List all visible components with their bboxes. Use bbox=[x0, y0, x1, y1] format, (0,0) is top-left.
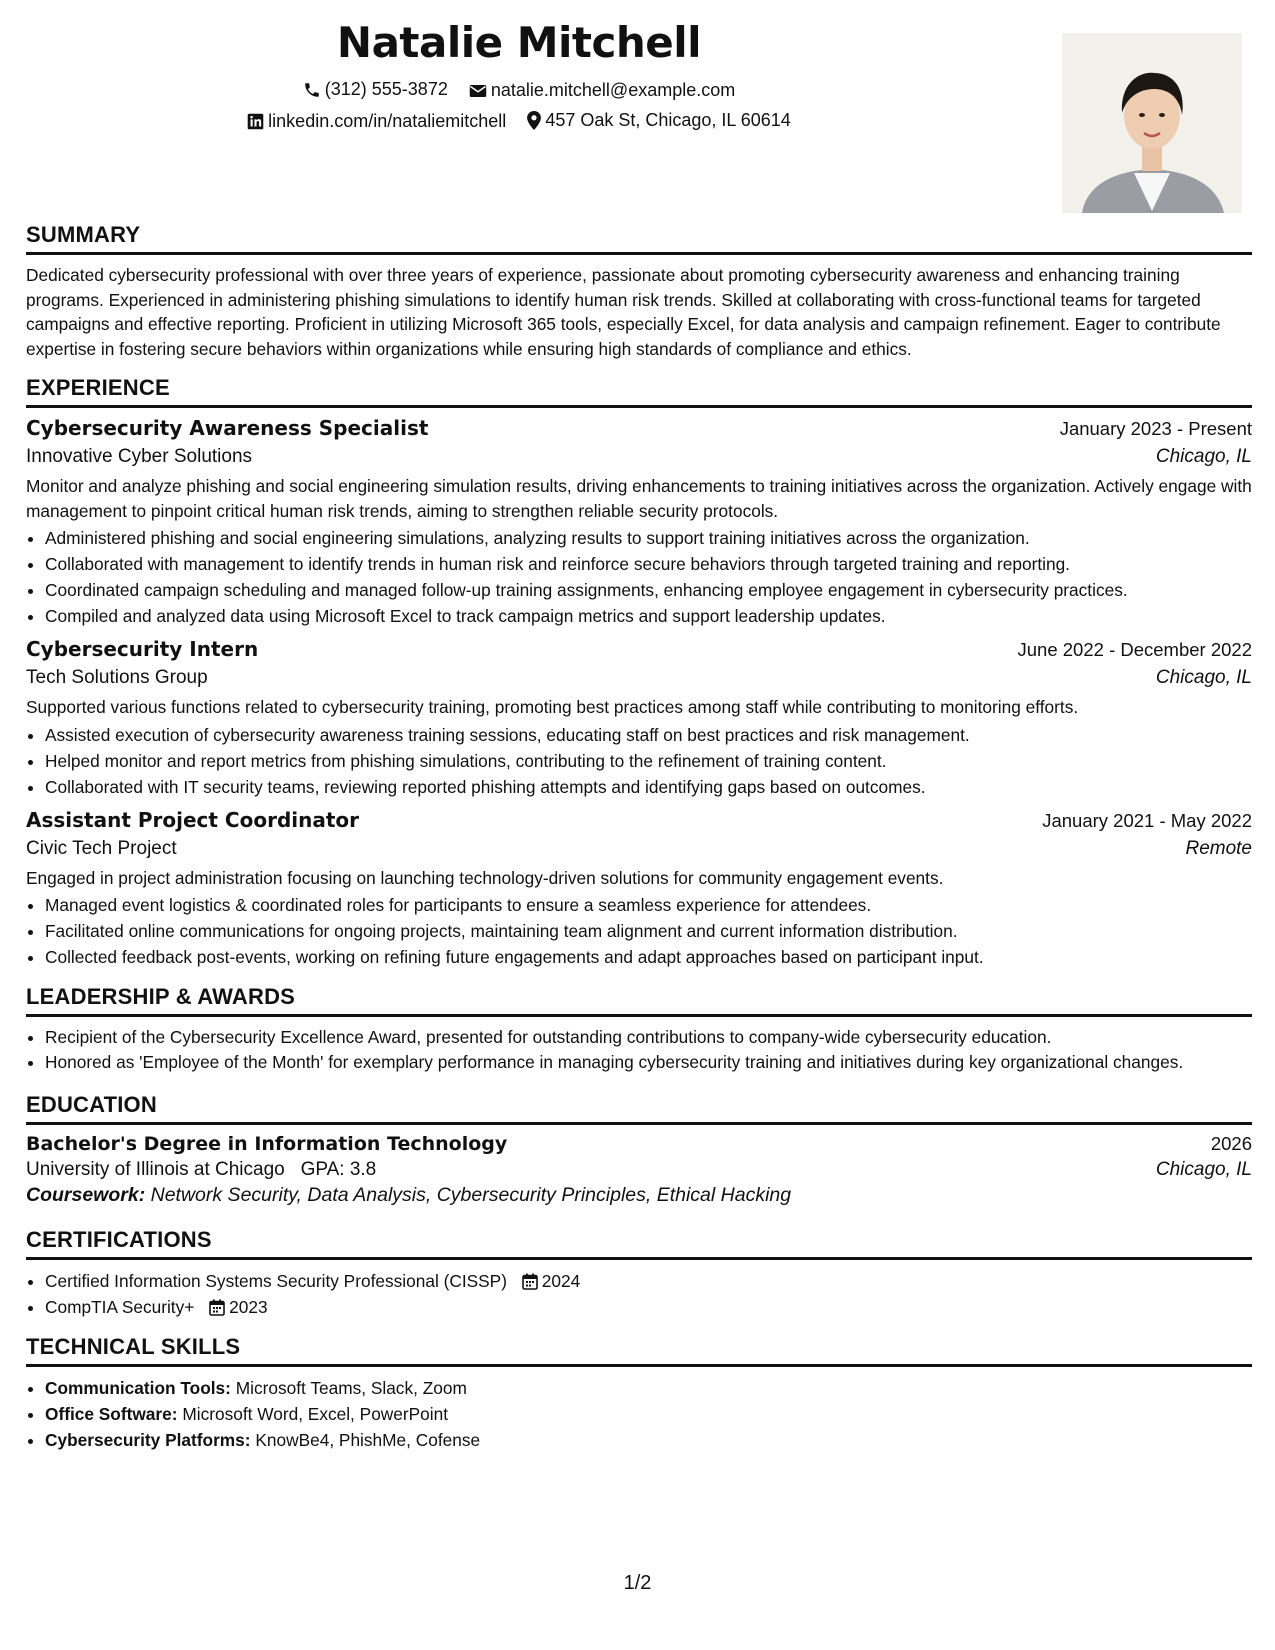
email-text[interactable]: natalie.mitchell@example.com bbox=[490, 80, 736, 100]
job-location: Remote bbox=[1185, 837, 1252, 859]
award-list bbox=[26, 1025, 1252, 1074]
certification-name: Certified Information Systems Security Professional (CISSP) bbox=[45, 1271, 507, 1291]
list-item: • Compiled and analyzed data using Microsoft Excel to track campaign metrics and support leadership updates. bbox=[45, 603, 1252, 629]
email-contact[interactable] bbox=[469, 80, 735, 101]
coursework-label: Coursework: bbox=[26, 1184, 146, 1206]
degree-name: Bachelor's Degree in Information Technology bbox=[26, 1133, 508, 1155]
job-entry bbox=[26, 808, 1252, 971]
envelope-icon bbox=[469, 83, 487, 99]
page-number: 1/2 bbox=[623, 1572, 652, 1594]
resume-header bbox=[26, 0, 1252, 222]
list-item: • Collaborated with IT security teams, reviewing reported phishing attempts and identifying gaps based on outcomes. bbox=[45, 774, 1252, 800]
map-pin-icon bbox=[527, 111, 541, 130]
list-item: • Administered phishing and social engineering simulations, analyzing results to support training initiatives across the organization. bbox=[45, 525, 1252, 551]
school-name: University of Illinois at Chicago bbox=[26, 1159, 285, 1180]
experience-section bbox=[26, 375, 1252, 970]
job-bullets bbox=[26, 525, 1252, 629]
list-item: • Assisted execution of cybersecurity awareness training sessions, educating staff on best practices and risk management. bbox=[45, 722, 1252, 748]
phone-icon bbox=[303, 81, 321, 99]
skill-label: Office Software: bbox=[45, 1404, 178, 1424]
job-entry bbox=[26, 416, 1252, 629]
certification-year: 2023 bbox=[229, 1297, 268, 1317]
list-item: • Collected feedback post-events, working on refining future engagements and adapt approaches based on participant input. bbox=[45, 944, 1252, 970]
company-name: Innovative Cyber Solutions bbox=[26, 446, 253, 467]
contact-row-secondary bbox=[0, 110, 1132, 135]
job-dates: June 2022 - December 2022 bbox=[1017, 639, 1252, 660]
skill-item bbox=[45, 1427, 1252, 1453]
calendar-icon bbox=[522, 1273, 538, 1290]
section-title: TECHNICAL SKILLS bbox=[26, 1334, 1252, 1367]
company-name: Civic Tech Project bbox=[26, 837, 177, 859]
section-title: LEADERSHIP & AWARDS bbox=[26, 984, 1252, 1017]
skill-value: KnowBe4, PhishMe, Cofense bbox=[255, 1430, 481, 1450]
list-item: • Coordinated campaign scheduling and managed follow-up training assignments, enhancing employee engagement in cybersecurity practices. bbox=[45, 577, 1252, 603]
skill-label: Communication Tools: bbox=[45, 1378, 231, 1398]
skill-item bbox=[45, 1375, 1252, 1401]
job-bullets bbox=[26, 722, 1252, 800]
skill-value: Microsoft Teams, Slack, Zoom bbox=[235, 1378, 467, 1398]
linkedin-icon bbox=[247, 113, 264, 130]
gpa: GPA: 3.8 bbox=[300, 1159, 377, 1180]
certification-item bbox=[45, 1268, 1252, 1294]
section-title: EDUCATION bbox=[26, 1092, 1252, 1125]
company-name: Tech Solutions Group bbox=[26, 667, 208, 688]
skills-list bbox=[26, 1375, 1252, 1453]
skill-item bbox=[45, 1401, 1252, 1427]
coursework bbox=[26, 1184, 1252, 1207]
job-title: Assistant Project Coordinator bbox=[26, 807, 360, 832]
certification-list bbox=[26, 1268, 1252, 1320]
certification-item bbox=[45, 1294, 1252, 1320]
skills-section bbox=[26, 1334, 1252, 1453]
list-item: • Managed event logistics & coordinated roles for participants to ensure a seamless experience for attendees. bbox=[45, 892, 1252, 918]
certification-name: CompTIA Security+ bbox=[45, 1297, 195, 1317]
school-location: Chicago, IL bbox=[1155, 1159, 1252, 1180]
job-description: Monitor and analyze phishing and social engineering simulation results, driving enhancements to training initiatives across the organization. Actively engage with management to pinpoint critical human risk trends, aiming to strengthen reliable security protocols. bbox=[26, 476, 1252, 521]
list-item: • Collaborated with management to identify trends in human risk and reinforce secure behaviors through targeted training and reporting. bbox=[45, 551, 1252, 577]
education-section bbox=[26, 1092, 1252, 1207]
certifications-section bbox=[26, 1227, 1252, 1320]
job-title: Cybersecurity Intern bbox=[26, 637, 259, 661]
address-text: 457 Oak St, Chicago, IL 60614 bbox=[545, 110, 791, 130]
list-item: • Facilitated online communications for ongoing projects, maintaining team alignment and current information distribution. bbox=[45, 918, 1252, 944]
list-item: • Recipient of the Cybersecurity Excellence Award, presented for outstanding contributions to company-wide cybersecurity education. bbox=[45, 1025, 1252, 1050]
calendar-icon bbox=[209, 1299, 225, 1316]
phone-contact bbox=[303, 79, 448, 100]
job-dates: January 2023 - Present bbox=[1059, 418, 1252, 439]
profile-photo bbox=[1062, 33, 1242, 213]
contact-row-primary bbox=[0, 79, 1132, 104]
job-description: Supported various functions related to cybersecurity training, promoting best practices among staff while contributing to monitoring efforts. bbox=[26, 697, 1079, 717]
skill-label: Cybersecurity Platforms: bbox=[45, 1430, 251, 1450]
section-title: SUMMARY bbox=[26, 222, 1252, 255]
address-contact bbox=[527, 110, 791, 131]
linkedin-text[interactable]: linkedin.com/in/nataliemitchell bbox=[268, 111, 507, 131]
certification-year: 2024 bbox=[541, 1271, 581, 1291]
summary-section bbox=[26, 222, 1252, 361]
linkedin-contact[interactable] bbox=[247, 111, 506, 132]
job-location: Chicago, IL bbox=[1155, 667, 1252, 688]
job-title: Cybersecurity Awareness Specialist bbox=[26, 416, 429, 440]
summary-text: Dedicated cybersecurity professional with over three years of experience, passionate about promoting cybersecurity awareness and enhancing training programs. Experienced in administering phishing simulations to identify human risk trends. Skilled at collaborating with cross-functional teams for targeted campaigns and effective reporting. Proficient in utilizing Microsoft 365 tools, especially Excel, for data analysis and campaign refinement. Eager to contribute expertise in fostering secure behaviors within organizations while ensuring high standards of compliance and ethics. bbox=[26, 265, 1221, 359]
job-entry bbox=[26, 637, 1252, 800]
candidate-name: Natalie Mitchell bbox=[336, 18, 702, 67]
resume-page bbox=[26, 0, 1252, 1453]
graduation-year: 2026 bbox=[1210, 1133, 1252, 1154]
leadership-section bbox=[26, 984, 1252, 1074]
job-dates: January 2021 - May 2022 bbox=[1042, 809, 1252, 831]
section-title: CERTIFICATIONS bbox=[26, 1227, 1252, 1260]
job-bullets bbox=[26, 892, 1252, 970]
list-item: • Helped monitor and report metrics from phishing simulations, contributing to the refinement of training content. bbox=[45, 748, 1252, 774]
skill-value: Microsoft Word, Excel, PowerPoint bbox=[182, 1404, 449, 1424]
phone-text: (312) 555-3872 bbox=[324, 79, 448, 99]
section-title: EXPERIENCE bbox=[26, 375, 1252, 408]
job-location: Chicago, IL bbox=[1155, 446, 1252, 467]
coursework-list: Network Security, Data Analysis, Cybersecurity Principles, Ethical Hacking bbox=[150, 1184, 792, 1206]
school-line bbox=[26, 1159, 376, 1181]
list-item: • Honored as 'Employee of the Month' for exemplary performance in managing cybersecurity training and initiatives during key organizational changes. bbox=[45, 1050, 1252, 1075]
job-description: Engaged in project administration focusing on launching technology-driven solutions for community engagement events. bbox=[26, 867, 944, 888]
